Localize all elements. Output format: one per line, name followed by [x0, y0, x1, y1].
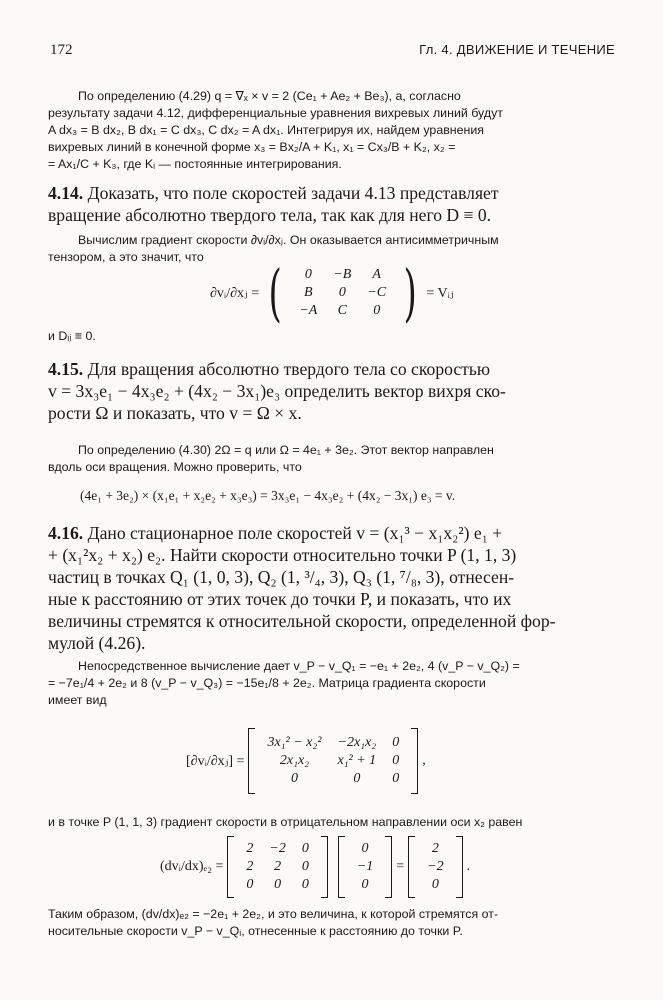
gradient-matrix-equation [186, 728, 426, 794]
matrix-row [349, 876, 381, 894]
equation-rhs: = Vᵢⱼ [426, 285, 454, 301]
right-bracket [411, 728, 418, 794]
matrix-cell: 0 [392, 771, 400, 786]
matrix [259, 734, 407, 788]
matrix-row [419, 858, 451, 876]
left-bracket [248, 728, 255, 794]
text-line: Вычислим градиент скорости ∂vᵢ/∂xⱼ. Он оказывается антисимметричным [78, 233, 499, 247]
matrix-cell: B [304, 285, 313, 300]
left-bracket [338, 836, 345, 898]
text-line: = Ax₁/C + K₃, где Kᵢ — постоянные интегрирования. [48, 157, 342, 171]
matrix-cell: x₁² + 1 [337, 753, 377, 768]
problem-text: частиц в точках Q₁ (1, 0, 3), Q₂ (1, ³/₄, 3), Q₃ (1, ⁷/₈, 3), отнесен- [48, 567, 515, 587]
problem-4-15 [48, 358, 616, 424]
matrix-row [238, 858, 316, 876]
text-line: вдоль оси вращения. Можно проверить, что [48, 460, 302, 474]
problem-text: Для вращения абсолютно твердого тела со скоростью [87, 359, 491, 379]
matrix-cell: C [337, 303, 347, 318]
matrix-cell: −B [333, 267, 352, 282]
text-line: вихревых линий в конечной форме x₃ = Bx₂/A + K₁, x₁ = Cx₃/B + K₂, x₂ = [48, 140, 456, 154]
problem-4-16 [48, 522, 616, 654]
text-line: = −7e₁/4 + 2e₂ и 8 (v_P − v_Q₃) = −15e₁/8 + 2e₂. Матрица градиента скорости [48, 676, 486, 690]
matrix-row [291, 284, 394, 302]
matrix-row [349, 840, 381, 858]
right-bracket [385, 836, 392, 898]
text-line: Непосредственное вычисление дает v_P − v_Q₁ = −e₁ + 2e₂, 4 (v_P − v_Q₂) = [78, 659, 520, 673]
text-line: По определению (4.30) 2Ω = q или Ω = 4e₁ + 3e₂. Этот вектор направлен [78, 443, 494, 457]
left-bracket [408, 836, 415, 898]
matrix-cell: 0 [301, 841, 309, 856]
matrix-cell: 0 [361, 877, 369, 892]
matrix-cell: 2 [274, 859, 282, 874]
matrix-cell: 0 [304, 267, 312, 282]
matrix-cell: 3x₁² − x₂² [267, 735, 322, 750]
text-line: и в точке P (1, 1, 3) градиент скорости в отрицательном направлении оси x₂ равен [48, 815, 523, 829]
problem-text: + (x₁²x₂ + x₂) e₂. Найти скорости относительно точки P (1, 1, 3) [48, 545, 517, 565]
problem-text: ные к расстоянию от этих точек до точки P, и показать, что их [48, 589, 512, 609]
right-bracket [456, 836, 463, 898]
antisymmetric-matrix-equation [210, 256, 454, 329]
page-number: 172 [50, 42, 73, 58]
matrix-cell: 0 [246, 877, 254, 892]
matrix-cell: 0 [301, 859, 309, 874]
matrix [238, 840, 316, 894]
equation-lhs: ∂vᵢ/∂xⱼ = [210, 285, 260, 301]
matrix-cell: 0 [301, 877, 309, 892]
equation-lhs: [∂vᵢ/∂xⱼ] = [186, 753, 245, 769]
problem-text: Доказать, что поле скоростей задачи 4.13 представляет [87, 183, 499, 203]
solution-4-15 [48, 442, 616, 476]
solution-4-16 [48, 658, 616, 709]
text-line: тензором, а это значит, что [48, 250, 204, 264]
matrix-row [259, 770, 407, 788]
equals-sign: = [396, 859, 405, 874]
solution-4-16-conclusion [48, 906, 616, 940]
matrix-cell: −2x₁x₂ [337, 735, 377, 750]
problem-text: v = 3x₃e₁ − 4x₃e₂ + (4x₂ − 3x₁)e₃ определить вектор вихря ско- [48, 381, 506, 401]
equation-lhs: (dvᵢ/dx)ₑ₂ = [160, 859, 224, 874]
running-head: Гл. 4. ДВИЖЕНИЕ И ТЕЧЕНИЕ [419, 42, 615, 57]
column-vector [349, 840, 381, 894]
equation-tail: . [466, 859, 471, 874]
matrix-cell: 0 [392, 735, 400, 750]
matrix-cell: 0 [392, 753, 400, 768]
matrix-cell: −1 [356, 859, 374, 874]
problem-text: вращение абсолютно твердого тела, так как для него D ≡ 0. [48, 205, 492, 225]
matrix-cell: A [372, 267, 381, 282]
cross-product-equation: (4e₁ + 3e₂) × (x₁e₁ + x₂e₂ + x₃e₃) = 3x₃e₁ − 4x₃e₂ + (4x₂ − 3x₁) e₃ = v. [80, 488, 456, 503]
matrix-row [419, 876, 451, 894]
matrix-cell: 2 [246, 841, 254, 856]
matrix-row [238, 840, 316, 858]
left-paren: ( [268, 256, 282, 329]
matrix-row [291, 302, 394, 320]
left-bracket [227, 836, 234, 898]
matrix-cell: 0 [274, 877, 282, 892]
matrix-cell: −C [367, 285, 387, 300]
text-line: носительные скорости v_P − v_Qᵢ, отнесенные к расстоянию до точки P. [48, 924, 463, 938]
solution-4-14-result: и Dᵢⱼ ≡ 0. [48, 329, 96, 343]
matrix-cell: 2x₁x₂ [279, 753, 310, 768]
matrix-row [291, 266, 394, 284]
matrix-row [259, 734, 407, 752]
matrix-row [349, 858, 381, 876]
problem-text: рости Ω и показать, что v = Ω × x. [48, 403, 302, 423]
matrix-row [419, 840, 451, 858]
text-line: A dx₃ = B dx₂, B dx₁ = C dx₃, C dx₂ = A dx₁. Интегрируя их, найдем уравнения [48, 123, 484, 137]
text-line: результату задачи 4.12, дифференциальные уравнения вихревых линий будут [48, 106, 503, 120]
matrix-cell: 0 [373, 303, 381, 318]
problem-number: 4.16. [48, 523, 84, 543]
directional-derivative-equation [160, 836, 470, 898]
matrix-cell: 0 [361, 841, 369, 856]
matrix [291, 266, 394, 320]
right-paren: ) [403, 256, 417, 329]
matrix-cell: −A [299, 303, 318, 318]
text-line: Таким образом, (dv/dx)ₑ₂ = −2e₁ + 2e₂, и это величина, к которой стремятся от- [48, 907, 499, 921]
matrix-cell: −2 [427, 859, 444, 874]
equation-tail: , [422, 753, 426, 768]
matrix-cell: 0 [431, 877, 439, 892]
matrix-cell: 0 [353, 771, 361, 786]
matrix-cell: 0 [338, 285, 346, 300]
problem-text: величины стремятся к относительной скорости, определенной фор- [48, 611, 556, 631]
matrix-row [238, 876, 316, 894]
problem-text: Дано стационарное поле скоростей v = (x₁³ − x₁x₂²) e₁ + [87, 523, 503, 543]
problem-text: мулой (4.26). [48, 633, 146, 653]
solution-4-13 [48, 88, 616, 173]
right-bracket [321, 836, 328, 898]
solution-4-14 [48, 232, 616, 266]
matrix-row [259, 752, 407, 770]
matrix-cell: 2 [246, 859, 254, 874]
problem-4-14 [48, 182, 616, 226]
column-vector [419, 840, 451, 894]
matrix-cell: 0 [290, 771, 298, 786]
matrix-cell: −2 [269, 841, 286, 856]
text-line: По определению (4.29) q = ∇ₓ × v = 2 (Ce₁ + Ae₂ + Be₃), а, согласно [78, 89, 461, 103]
matrix-cell: 2 [431, 841, 439, 856]
problem-number: 4.14. [48, 183, 84, 203]
problem-number: 4.15. [48, 359, 84, 379]
text-line: имеет вид [48, 693, 107, 707]
